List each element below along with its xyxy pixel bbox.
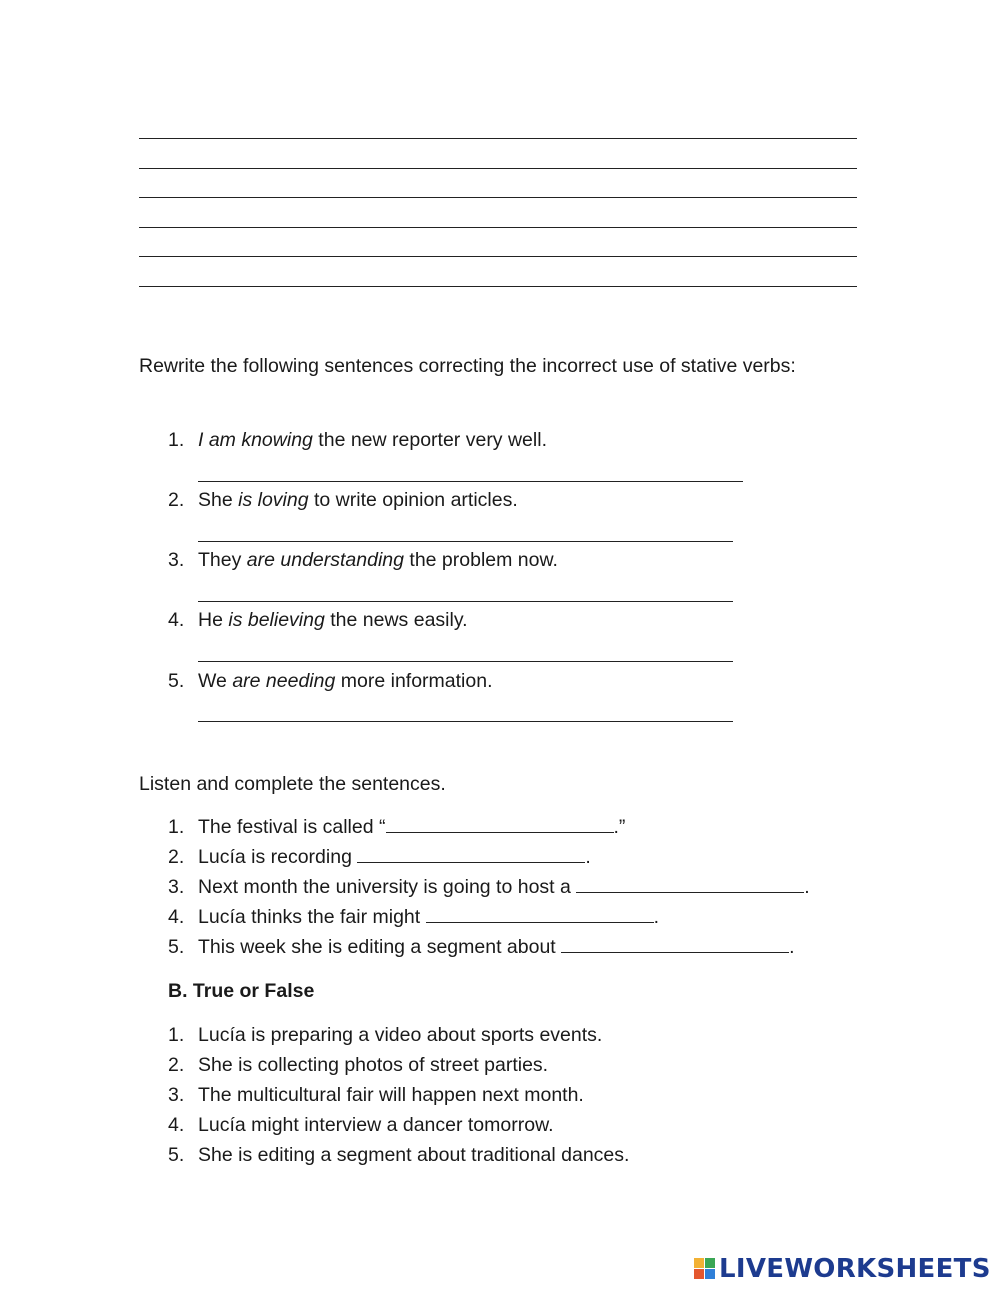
list-item: 2. She is collecting photos of street parties. <box>168 1054 549 1076</box>
list-item: 1. Lucía is preparing a video about sports events. <box>168 1024 603 1046</box>
logo-mark-icon <box>694 1258 716 1280</box>
answer-blank[interactable] <box>576 876 804 893</box>
answer-line[interactable] <box>198 601 733 602</box>
list-item: 2. Lucía is recording . <box>168 846 591 868</box>
section1-instruction: Rewrite the following sentences correcting the incorrect use of stative verbs: <box>139 355 796 377</box>
writing-line[interactable] <box>139 138 857 139</box>
list-item: 1. I am knowing the new reporter very well. <box>168 429 547 451</box>
section2-instruction: Listen and complete the sentences. <box>139 773 446 795</box>
writing-line[interactable] <box>139 197 857 198</box>
list-item: 5. We are needing more information. <box>168 670 493 692</box>
answer-line[interactable] <box>198 541 733 542</box>
writing-lines[interactable] <box>139 138 857 316</box>
list-item: 4. He is believing the news easily. <box>168 609 468 631</box>
list-item: 4. Lucía might interview a dancer tomorrow. <box>168 1114 554 1136</box>
list-item: 3. They are understanding the problem now. <box>168 549 558 571</box>
answer-blank[interactable] <box>561 936 789 953</box>
logo-text: LIVEWORKSHEETS <box>719 1254 991 1284</box>
true-false-heading: B. True or False <box>168 980 315 1002</box>
liveworksheets-logo <box>694 1254 991 1284</box>
answer-blank[interactable] <box>357 846 585 863</box>
writing-line[interactable] <box>139 256 857 257</box>
answer-blank[interactable] <box>386 816 614 833</box>
writing-line[interactable] <box>139 168 857 169</box>
list-item: 5. She is editing a segment about traditional dances. <box>168 1144 630 1166</box>
list-item: 2. She is loving to write opinion articles. <box>168 489 518 511</box>
writing-line[interactable] <box>139 286 857 287</box>
list-item: 3. The multicultural fair will happen next month. <box>168 1084 584 1106</box>
list-item: 4. Lucía thinks the fair might . <box>168 906 660 928</box>
list-item: 3. Next month the university is going to host a . <box>168 876 810 898</box>
answer-line[interactable] <box>198 661 733 662</box>
list-item: 5. This week she is editing a segment about . <box>168 936 795 958</box>
answer-blank[interactable] <box>426 906 654 923</box>
writing-line[interactable] <box>139 227 857 228</box>
answer-line[interactable] <box>198 721 733 722</box>
list-item: 1. The festival is called “ .” <box>168 816 626 838</box>
answer-line[interactable] <box>198 481 743 482</box>
